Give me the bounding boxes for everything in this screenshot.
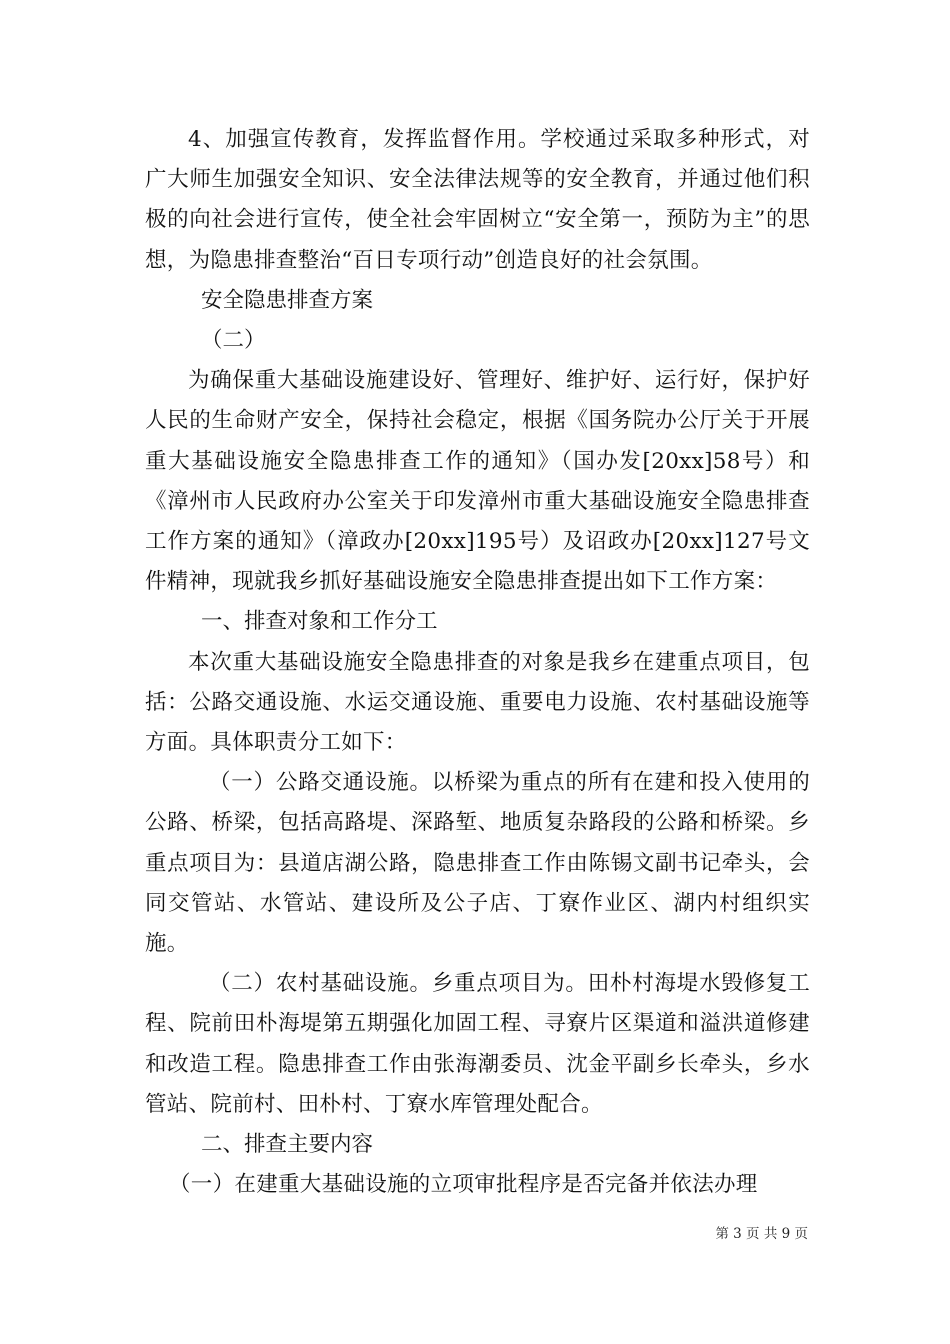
paragraph-publicity-education: 4、加强宣传教育，发挥监督作用。学校通过采取多种形式，对广大师生加强安全知识、安全法律法规等的安全教育，并通过他们积极的向社会进行宣传，使全社会牢固树立“安全第一，预防为主”的思想，为隐患排查整治“百日专项行动”创造良好的社会氛围。 — [145, 127, 810, 273]
section-heading-2: 二、排查主要内容 — [201, 1132, 374, 1158]
page-number-footer: 第 3 页 共 9 页 — [715, 1226, 808, 1242]
paragraph-scope: 本次重大基础设施安全隐患排查的对象是我乡在建重点项目，包括：公路交通设施、水运交通设施、重要电力设施、农村基础设施等方面。具体职责分工如下： — [145, 649, 810, 756]
paragraph-approval-procedure: （一）在建重大基础设施的立项审批程序是否完备并依法办理 — [169, 1172, 758, 1198]
document-body — [145, 120, 810, 1205]
paragraph-purpose: 为确保重大基础设施建设好、管理好、维护好、运行好，保护好人民的生命财产安全，保持社会稳定，根据《国务院办公厅关于开展重大基础设施安全隐患排查工作的通知》（国办发[20xx]58号）和《漳州市人民政府办公室关于印发漳州市重大基础设施安全隐患排查工作方案的通知》（漳政办[20xx]195号）及诏政办[20xx]127号文件精神，现就我乡抓好基础设施安全隐患排查提出如下工作方案： — [145, 368, 810, 595]
plan-title: 安全隐患排查方案 — [201, 287, 374, 313]
paragraph-rural-infrastructure: （二）农村基础设施。乡重点项目为。田朴村海堤水毁修复工程、院前田朴海堤第五期强化加固工程、寻寮片区渠道和溢洪道修建和改造工程。隐患排查工作由张海潮委员、沈金平副乡长牵头，乡水管站、院前村、田朴村、丁寮水库管理处配合。 — [145, 971, 810, 1117]
section-heading-1: 一、排查对象和工作分工 — [201, 609, 438, 635]
paragraph-road-traffic: （一）公路交通设施。以桥梁为重点的所有在建和投入使用的公路、桥梁，包括高路堤、深路堑、地质复杂路段的公路和桥梁。乡重点项目为：县道店湖公路，隐患排查工作由陈锡文副书记牵头，会同交管站、水管站、建设所及公子店、丁寮作业区、湖内村组织实施。 — [145, 770, 810, 957]
plan-subtitle: （二） — [201, 328, 266, 354]
